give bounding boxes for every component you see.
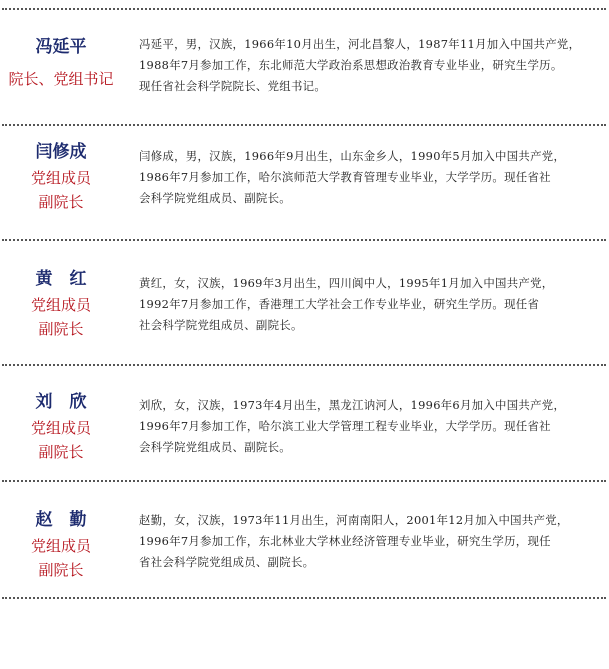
person-name: 刘 欣 bbox=[35, 392, 87, 412]
person-bio bbox=[139, 273, 601, 336]
dotted-divider bbox=[2, 480, 606, 482]
bio-line: 1988年7月参加工作，东北师范大学政治系思想政治教育专业毕业，研究生学历。 bbox=[139, 58, 563, 72]
bio-line: 1996年7月参加工作，东北林业大学林业经济管理专业毕业，研究生学历，现任 bbox=[139, 534, 551, 548]
person-name: 黄 红 bbox=[35, 269, 87, 289]
person-name: 闫修成 bbox=[35, 142, 87, 162]
person-name-block bbox=[0, 141, 122, 214]
bio-line: 冯延平，男，汉族，1966年10月出生，河北昌黎人，1987年11月加入中国共产党， bbox=[139, 37, 581, 51]
bio-line: 会科学院党组成员、副院长。 bbox=[139, 191, 291, 205]
bio-line: 现任省社会科学院院长、党组书记。 bbox=[139, 79, 327, 93]
person-title: 党组成员 bbox=[30, 296, 91, 314]
person-title: 副院长 bbox=[38, 443, 84, 461]
dotted-divider bbox=[2, 239, 606, 241]
dotted-divider bbox=[2, 8, 606, 10]
bio-line: 会科学院党组成员、副院长。 bbox=[139, 440, 291, 454]
bio-line: 省社会科学院党组成员、副院长。 bbox=[139, 555, 315, 569]
bio-line: 黄红，女，汉族，1969年3月出生，四川阆中人，1995年1月加入中国共产党， bbox=[139, 276, 554, 290]
dotted-divider bbox=[2, 364, 606, 366]
person-title: 院长、党组书记 bbox=[8, 70, 114, 88]
person-bio bbox=[139, 395, 601, 458]
person-title: 副院长 bbox=[38, 320, 84, 338]
bio-line: 1996年7月参加工作，哈尔滨工业大学管理工程专业毕业，大学学历。现任省社 bbox=[139, 419, 551, 433]
bio-line: 刘欣，女，汉族，1973年4月出生，黑龙江讷河人，1996年6月加入中国共产党， bbox=[139, 398, 566, 412]
person-name: 赵 勤 bbox=[35, 510, 87, 530]
dotted-divider bbox=[2, 124, 606, 126]
person-name-block bbox=[0, 36, 122, 91]
bio-line: 1992年7月参加工作，香港理工大学社会工作专业毕业，研究生学历。现任省 bbox=[139, 297, 540, 311]
person-name-block bbox=[0, 391, 122, 464]
person-name: 冯延平 bbox=[35, 37, 87, 57]
bio-line: 社会科学院党组成员、副院长。 bbox=[139, 318, 303, 332]
person-bio bbox=[139, 510, 601, 573]
person-title: 党组成员 bbox=[30, 537, 91, 555]
person-title: 副院长 bbox=[38, 193, 84, 211]
person-name-block bbox=[0, 268, 122, 341]
bio-line: 赵勤，女，汉族，1973年11月出生，河南南阳人，2001年12月加入中国共产党， bbox=[139, 513, 569, 527]
bio-line: 1986年7月参加工作，哈尔滨师范大学教育管理专业毕业，大学学历。现任省社 bbox=[139, 170, 551, 184]
person-bio bbox=[139, 34, 601, 97]
person-name-block bbox=[0, 509, 122, 582]
dotted-divider bbox=[2, 597, 606, 599]
person-bio bbox=[139, 146, 601, 209]
person-title: 党组成员 bbox=[30, 419, 91, 437]
bio-line: 闫修成，男，汉族，1966年9月出生，山东金乡人，1990年5月加入中国共产党， bbox=[139, 149, 566, 163]
person-title: 副院长 bbox=[38, 561, 84, 579]
person-title: 党组成员 bbox=[30, 169, 91, 187]
